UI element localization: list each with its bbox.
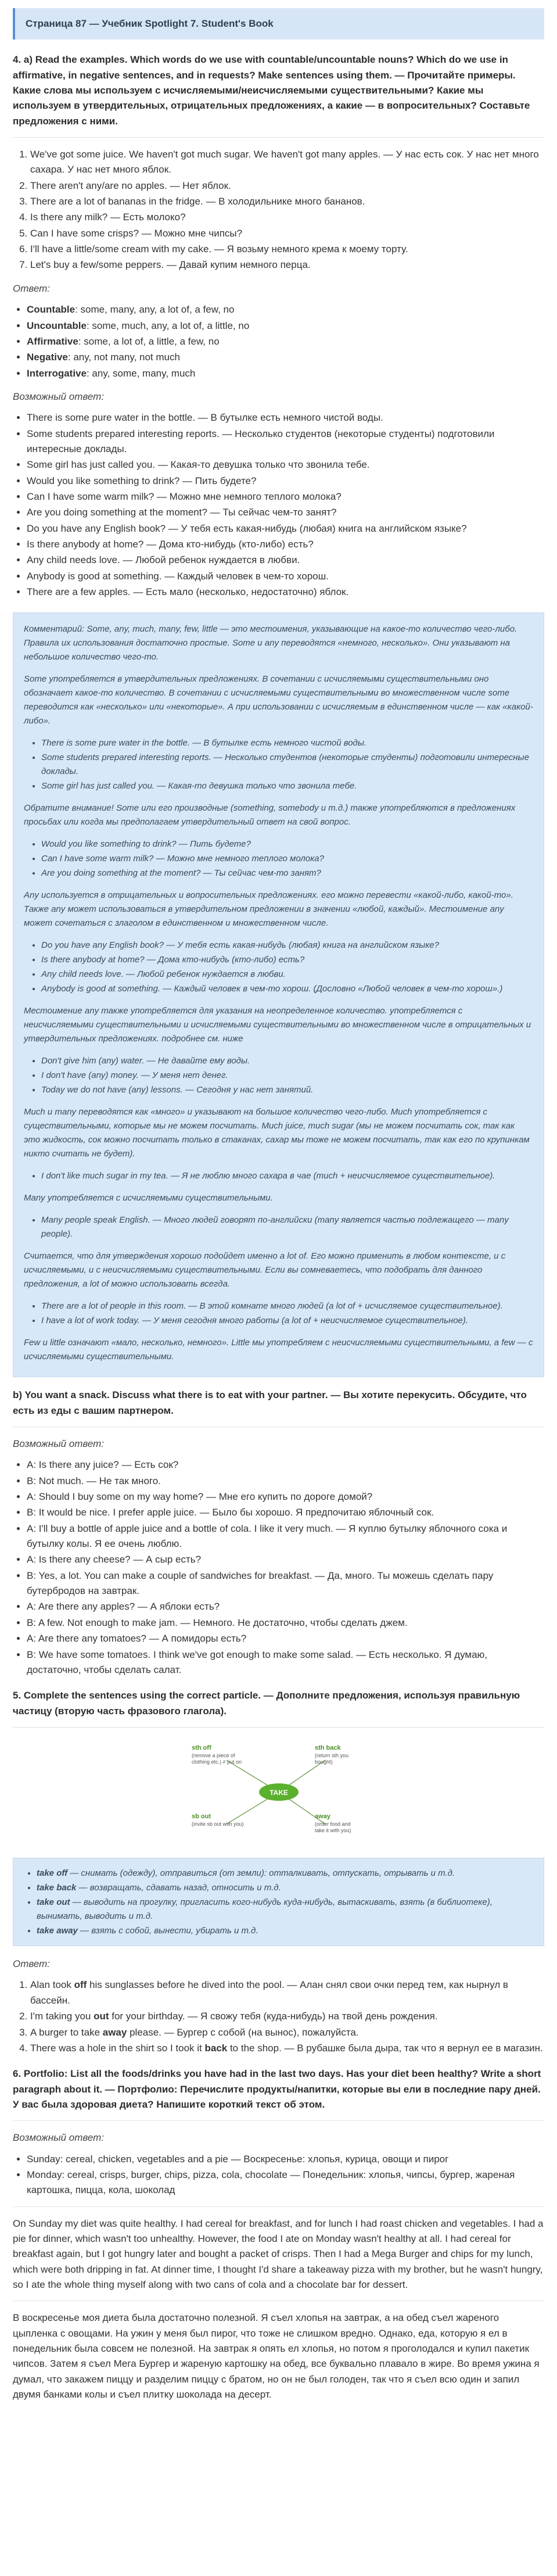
item-desc: (return sth you xyxy=(314,1752,348,1758)
value: : some, much, any, a lot of, a little, no xyxy=(86,320,250,331)
item-desc: (invite sb out with you) xyxy=(191,1821,244,1827)
item-desc: (remove a piece of xyxy=(191,1752,235,1758)
list-item: • Some students prepared interesting reports. — Несколько студентов (некоторые студенты) подготовили интересные доклады. xyxy=(27,427,544,457)
list-item: • Some girl has just called you. — Какая-то девушка только что звонила тебе. xyxy=(41,779,533,793)
list-item: • There is some pure water in the bottle. — В бутылке есть немного чистой воды. xyxy=(27,410,544,425)
list-item xyxy=(27,302,544,317)
possible-answer-label: Возможный ответ: xyxy=(13,390,105,402)
note-paragraph: Many употребляется с исчисляемыми существительными. xyxy=(24,1193,273,1203)
item-desc: (order food and xyxy=(314,1821,351,1827)
list-item: • I don't have (any) money. — У меня нет денег. xyxy=(41,1069,533,1083)
value: : some, many, any, a lot of, a few, no xyxy=(75,304,235,316)
list-item: • B: A few. Not enough to make jam. — Немного. Не достаточно, чтобы сделать джем. xyxy=(27,1615,544,1631)
list-item: • Is there anybody at home? — Дома кто-нибудь (кто-либо) есть? xyxy=(27,537,544,552)
note-list xyxy=(24,1054,533,1097)
value: : any, some, many, much xyxy=(86,367,196,379)
take-diagram xyxy=(180,1737,378,1847)
item-desc: take it with you) xyxy=(314,1827,351,1833)
divider xyxy=(13,137,544,138)
list-item: • There is some pure water in the bottle. — В бутылке есть немного чистой воды. xyxy=(41,736,533,750)
list-item: • A: I'll buy a bottle of apple juice and a bottle of cola. I like it very much. — Я куплю бутылку яблочного сока и бутылку колы. Я ее очень люблю. xyxy=(27,1521,544,1552)
value: — возвращать, сдавать назад, относить и т.д. xyxy=(76,1883,281,1893)
keyword: back xyxy=(204,2042,228,2054)
list-item: • Sunday: cereal, chicken, vegetables and a pie — Воскресенье: хлопья, курица, овощи и пирог xyxy=(27,2152,544,2167)
note-paragraph: Some употребляется в утвердительных предложениях. В сочетании с исчисляемыми существительными оно обозначает какое-то количество. В сочетании с исчисляемыми существительными во множественном числе some переводится как «несколько» или «некоторые». А при использовании с исчисляемым в единственном числе — как «какой-либо». xyxy=(24,674,533,726)
list-item: • B: It would be nice. I prefer apple juice. — Было бы хорошо. Я предпочитаю яблочный сок. xyxy=(27,1505,544,1520)
answer-list xyxy=(13,302,544,381)
list-item: • A: Are there any apples? — А яблоки есть? xyxy=(27,1599,544,1614)
list-item xyxy=(30,2041,544,2056)
list-item xyxy=(30,1977,544,2008)
value: — снимать (одежду), отправиться (от земли): отталкивать, отпускать, отрывать и т.д. xyxy=(67,1868,455,1878)
note-paragraph: Местоимение any также употребляется для указания на неопределенное количество. употребляется с неисчисляемыми существительными и исчисляемыми существительными во множественном числе в отрицательных и утвердительных предложениях. подробнее см. ниже xyxy=(24,1006,531,1044)
list-item: • Many people speak English. — Много людей говорят по-английски (many является частью подлежащего — many people). xyxy=(41,1213,533,1241)
list-item: • Can I have some warm milk? — Можно мне немного теплого молока? xyxy=(41,852,533,866)
note-list xyxy=(24,938,533,996)
list-item: • Would you like something to drink? — Пить будете? xyxy=(41,837,533,851)
list-item: • I don't like much sugar in my tea. — Я не люблю много сахара в чае (much + неисчисляемое существительное). xyxy=(41,1169,533,1183)
list-item: 6. I'll have a little/some cream with my cake. — Я возьму немного крема к моему торту. xyxy=(30,242,544,257)
task-4a xyxy=(13,52,544,600)
divider xyxy=(13,2120,544,2121)
list-item: • There are a lot of people in this room. — В этой комнате много людей (a lot of + исчисляемое существительное). xyxy=(41,1299,533,1313)
task-6-title: 6. Portfolio: List all the foods/drinks you have had in the last two days. Has your diet been healthy? Write a short paragraph about it. — Портфолио: Перечислите продукты/напитки, которые вы ели в последние пару дней. У вас была здоровая диета? Напишите короткий текст об этом. xyxy=(13,2068,541,2110)
list-item: • Any child needs love. — Любой ребенок нуждается в любви. xyxy=(27,553,544,568)
task-6 xyxy=(13,2066,544,2402)
value: — взять с собой, вынести, убирать и т.д. xyxy=(77,1925,258,1936)
keyword: Negative xyxy=(27,352,68,363)
divider xyxy=(13,2206,544,2207)
item-verb: sb out xyxy=(191,1812,211,1820)
keyword: Interrogative xyxy=(27,367,87,379)
list-item: • There are a few apples. — Есть мало (несколько, недостаточно) яблок. xyxy=(27,585,544,600)
divider xyxy=(13,1727,544,1728)
list-item xyxy=(37,1866,533,1880)
definitions-box xyxy=(13,1858,544,1946)
list-item: • Do you have any English book? — У тебя есть какая-нибудь (любая) книга на английском языке? xyxy=(41,938,533,952)
task-4b xyxy=(13,1388,544,1678)
page-title: Страница 87 — Учебник Spotlight 7. Student's Book xyxy=(26,18,274,29)
note-list xyxy=(24,1299,533,1328)
examples-list xyxy=(13,147,544,273)
value: : any, not many, not much xyxy=(67,352,180,363)
list-item: 5. Can I have some crisps? — Можно мне чипсы? xyxy=(30,226,544,241)
list-item: • A: Is there any juice? — Есть сок? xyxy=(27,1457,544,1472)
keyword: Countable xyxy=(27,304,76,316)
list-item: • Do you have any English book? — У тебя есть какая-нибудь (любая) книга на английском языке? xyxy=(27,521,544,536)
note-paragraph: Any используется в отрицательных и вопросительных предложениях. его можно перевести «какой-либо, какой-то». Также any может использоваться в утвердительном предложении в значении «любой, каждый». Местоимение any может сочетаться с злаголом в единственном и множественном числе. xyxy=(24,890,513,929)
list-item: • A: Should I buy some on my way home? — Мне его купить по дороге домой? xyxy=(27,1489,544,1504)
list-item xyxy=(30,2025,544,2040)
list-item xyxy=(30,2009,544,2024)
value: : some, a lot of, a little, a few, no xyxy=(78,335,220,347)
keyword: away xyxy=(102,2026,127,2038)
list-item: • Some girl has just called you. — Какая-то девушка только что звонила тебе. xyxy=(27,457,544,472)
list-item: • A: Is there any cheese? — А сыр есть? xyxy=(27,1552,544,1567)
phrasal-verb-diagram xyxy=(13,1737,544,1847)
list-item: 7. Let's buy a few/some peppers. — Давай купим немного перца. xyxy=(30,257,544,273)
list-item: • Anybody is good at something. — Каждый человек в чем-то хорош. (Дословно «Любой человек в чем-то хорош».) xyxy=(41,982,533,996)
task-5-title: 5. Complete the sentences using the correct particle. — Дополните предложения, используя правильную частицу (вторую часть фразового глагола). xyxy=(13,1690,520,1717)
item-verb: away xyxy=(314,1812,330,1820)
text: for your birthday. — Я свожу тебя (куда-нибудь) на твой день рождения. xyxy=(109,2011,438,2022)
list-item xyxy=(27,318,544,334)
task-5 xyxy=(13,1688,544,2056)
paragraph-russian: В воскресенье моя диета была достаточно полезной. Я съел хлопья на завтрак, а на обед съел жареного цыпленка с овощами. На ужин у меня был пирог, что тоже не слишком вредно. Однако, еда, которую я ел в понедельник была совсем не полезной. На завтрак я опять ел хлопья, но потом я проголодался и купил пакетик чипсов. Затем я съел Мега Бургер и жареную картошку на обед, все буквально плавало в жире. Во время ужина я думал, что закажем пиццу и разделим пиццу с братом, но он не был голоден, так что я съел всю один и запил двумя банками колы и съел плитку шоколада на десерт. xyxy=(13,2312,540,2401)
page-header xyxy=(13,8,544,40)
keyword: take off xyxy=(37,1868,68,1878)
keyword: Affirmative xyxy=(27,335,78,347)
text: I'm taking you xyxy=(30,2011,94,2022)
item-desc: bought) xyxy=(314,1758,333,1765)
list-item: 2. There aren't any/are no apples. — Нет яблок. xyxy=(30,178,544,194)
keyword: out xyxy=(94,2011,109,2022)
value: — выводить на прогулку, пригласить кого-нибудь куда-нибудь, вытаскивать, взять (в библиотеке), вынимать, выводить и т.д. xyxy=(37,1897,493,1921)
task-4b-title: b) You want a snack. Discuss what there is to eat with your partner. — Вы хотите перекусить. Обсудите, что есть из еды с вашим партнером. xyxy=(13,1389,527,1416)
list-item: • Would you like something to drink? — Пить будете? xyxy=(27,474,544,489)
possible-answer-label: Возможный ответ: xyxy=(13,1438,105,1450)
note-list xyxy=(24,1213,533,1241)
note-list xyxy=(24,837,533,880)
list-item: • I have a lot of work today. — У меня сегодня много работы (a lot of + неисчисляемое существительное). xyxy=(41,1314,533,1328)
keyword: off xyxy=(74,1979,87,1991)
item-verb: sth back xyxy=(314,1744,341,1751)
answer-label: Ответ: xyxy=(13,282,51,294)
list-item xyxy=(37,1881,533,1894)
definitions-list xyxy=(24,1866,533,1937)
list-item: 4. Is there any milk? — Есть молоко? xyxy=(30,210,544,225)
list-item xyxy=(27,334,544,349)
item-desc: clothing etc.) ≠ put on xyxy=(191,1758,242,1765)
list-item: • Any child needs love. — Любой ребенок нуждается в любви. xyxy=(41,968,533,981)
keyword: Uncountable xyxy=(27,320,87,331)
list-item: • B: Not much. — Не так много. xyxy=(27,1474,544,1489)
note-paragraph: Обратите внимание! Some или его производные (something, somebody и т.д.) также употребляются в предложениях просьбах или когда мы предполагаем утвердительный ответ на свой вопрос. xyxy=(24,803,516,827)
keyword: take out xyxy=(37,1897,70,1908)
item-verb: sth off xyxy=(191,1744,211,1751)
list-item xyxy=(37,1896,533,1923)
note-paragraph: Считается, что для утверждения хорошо подойдет именно a lot of. Его можно применить в любом контексте, и с исчисляемыми, и с неисчисляемыми существительными. Если вы сомневаетесь, что подобрать для данного предложения, a lot of можно использовать всегда. xyxy=(24,1251,506,1289)
note-paragraph: Комментарий: Some, any, much, many, few, little — это местоимения, указывающие на какое-то количество чего-либо. Правила их использования достаточно простые. Some и any переводятся «немного, несколько». Они указывают на небольшое количество чего-то. xyxy=(24,624,518,662)
list-item: • Are you doing something at the moment? — Ты сейчас чем-то занят? xyxy=(41,866,533,880)
text: please. — Бургер с собой (на вынос), пожалуйста. xyxy=(127,2026,359,2038)
center-label: TAKE xyxy=(269,1788,288,1797)
possible-answer-list xyxy=(13,410,544,600)
paragraph-english: On Sunday my diet was quite healthy. I had cereal for breakfast, and for lunch I had roast chicken and vegetables. I had a pie for dinner, which wasn't too unhealthy. However, the food I ate on Monday wasn't healthy at all. I had cereal for breakfast again, but I got hungry later and bought a packet of crisps. Then I had a Mega Burger and chips for my lunch, which were both dripping in fat. At dinner time, I thought I'd share a takeaway pizza with my brother, but he wasn't hungry, so I ate the whole thing myself along with two cans of cola and a chocolate bar for dessert. xyxy=(13,2217,544,2290)
list-item: • Monday: cereal, crisps, burger, chips, pizza, cola, chocolate — Понедельник: хлопья, чипсы, бургер, жареная картошка, пицца, кола, шоколад xyxy=(27,2167,544,2198)
possible-answer-label: Возможный ответ: xyxy=(13,2132,105,2144)
list-item xyxy=(37,1924,533,1937)
list-item: • Are you doing something at the moment? — Ты сейчас чем-то занят? xyxy=(27,505,544,520)
list-item: 3. There are a lot of bananas in the fridge. — В холодильнике много бананов. xyxy=(30,194,544,209)
text: Alan took xyxy=(30,1979,74,1991)
text: to the shop. — В рубашке была дыра, так что я вернул ее в магазин. xyxy=(227,2042,543,2054)
dialogue-list xyxy=(13,1457,544,1678)
grammar-note xyxy=(13,612,544,1377)
note-paragraph: Few и little означают «мало, несколько, немного». Little мы употребляем с неисчисляемыми существительными, a few — с исчисляемыми существительными. xyxy=(24,1338,533,1362)
answer-label: Ответ: xyxy=(13,1958,51,1970)
list-item: • Some students prepared interesting reports. — Несколько студентов (некоторые студенты) подготовили интересные доклады. xyxy=(41,751,533,779)
list-item: • B: Yes, a lot. You can make a couple of sandwiches for breakfast. — Да, много. Ты можешь сделать пару бутербродов на завтрак. xyxy=(27,1568,544,1599)
answer-list xyxy=(13,1977,544,2056)
keyword: take away xyxy=(37,1925,78,1936)
list-item: 1. We've got some juice. We haven't got much sugar. We haven't got many apples. — У нас есть сок. У нас нет много сахара. У нас нет много яблок. xyxy=(30,147,544,178)
list-item: • A: Are there any tomatoes? — А помидоры есть? xyxy=(27,1631,544,1646)
task-4a-title: 4. a) Read the examples. Which words do we use with countable/uncountable nouns? Which do we use in affirmative, in negative sentences, and in requests? Make sentences using them. — Прочитайте примеры. Какие слова мы используем с исчисляемыми/неисчисляемыми существительными? Какие мы используем в утвердительных, отрицательных предложениях, а какие — в вопросительных? Составьте предложения с ними. xyxy=(13,54,530,127)
list-item: • Don't give him (any) water. — Не давайте ему воды. xyxy=(41,1054,533,1068)
text: There was a hole in the shirt so I took it xyxy=(30,2042,205,2054)
keyword: take back xyxy=(37,1883,77,1893)
list-item: • Today we do not have (any) lessons. — Сегодня у нас нет занятий. xyxy=(41,1083,533,1097)
food-list xyxy=(13,2152,544,2198)
list-item xyxy=(27,350,544,365)
list-item: • B: We have some tomatoes. I think we've got enough to make some salad. — Есть несколько. Я думаю, достаточно, чтобы сделать салат. xyxy=(27,1647,544,1678)
list-item: • Can I have some warm milk? — Можно мне немного теплого молока? xyxy=(27,489,544,504)
list-item xyxy=(27,366,544,381)
note-list xyxy=(24,1169,533,1183)
text: his sunglasses before he dived into the pool. — Алан снял свои очки перед тем, как нырнул в бассейн. xyxy=(30,1979,508,2006)
text: A burger to take xyxy=(30,2026,103,2038)
list-item: • Is there anybody at home? — Дома кто-нибудь (кто-либо) есть? xyxy=(41,953,533,967)
note-paragraph: Much и many переводятся как «много» и указывают на большое количество чего-либо. Much употребляется с существительными, которые мы не можем посчитать. Much juice, much sugar (мы не можем посчитать сок, так как это жидкость, сок можно посчитать только в стаканах, сахар мы тоже не можем посчитать, так как его по крупинкам никто считать не будет). xyxy=(24,1107,530,1159)
note-list xyxy=(24,736,533,793)
list-item: • Anybody is good at something. — Каждый человек в чем-то хорош. xyxy=(27,569,544,584)
